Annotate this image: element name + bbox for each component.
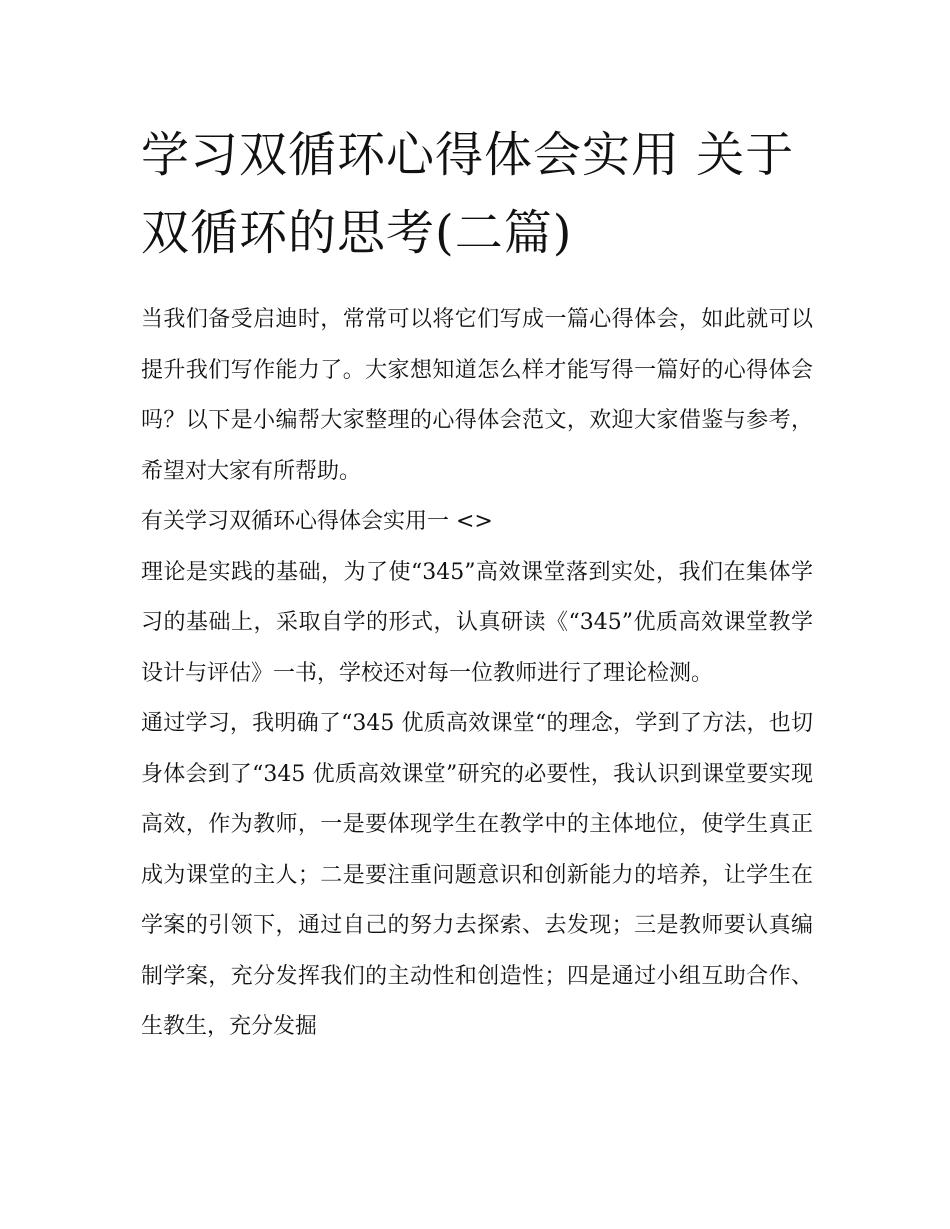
document-title: 学习双循环心得体会实用 关于双循环的思考(二篇) [141, 127, 795, 261]
intro-paragraph: 当我们备受启迪时，常常可以将它们写成一篇心得体会，如此就可以提升我们写作能力了。大家想知道怎么样才能写得一篇好的心得体会吗？以下是小编帮大家整理的心得体会范文，欢迎大家借鉴与参考，希望对大家有所帮助。 [141, 307, 813, 484]
section-heading: 有关学习双循环心得体会实用一 <> [141, 509, 493, 534]
body-paragraph-2: 通过学习，我明确了“345 优质高效课堂“的理念，学到了方法，也切身体会到了“345 优质高效课堂”研究的必要性，我认识到课堂要实现高效，作为教师，一是要体现学生在教学中的主体地位，使学生真正成为课堂的主人；二是要注重问题意识和创新能力的培养，让学生在学案的引领下，通过自己的努力去探索、去发现；三是教师要认真编制学案，充分发挥我们的主动性和创造性；四是通过小组互助合作、生教生，充分发掘 [141, 711, 813, 1039]
body-paragraph-1: 理论是实践的基础，为了使“345”高效课堂落到实处，我们在集体学习的基础上，采取自学的形式，认真研读《“345”优质高效课堂教学设计与评估》一书，学校还对每一位教师进行了理论检测。 [141, 559, 813, 686]
document-page [141, 116, 813, 1053]
